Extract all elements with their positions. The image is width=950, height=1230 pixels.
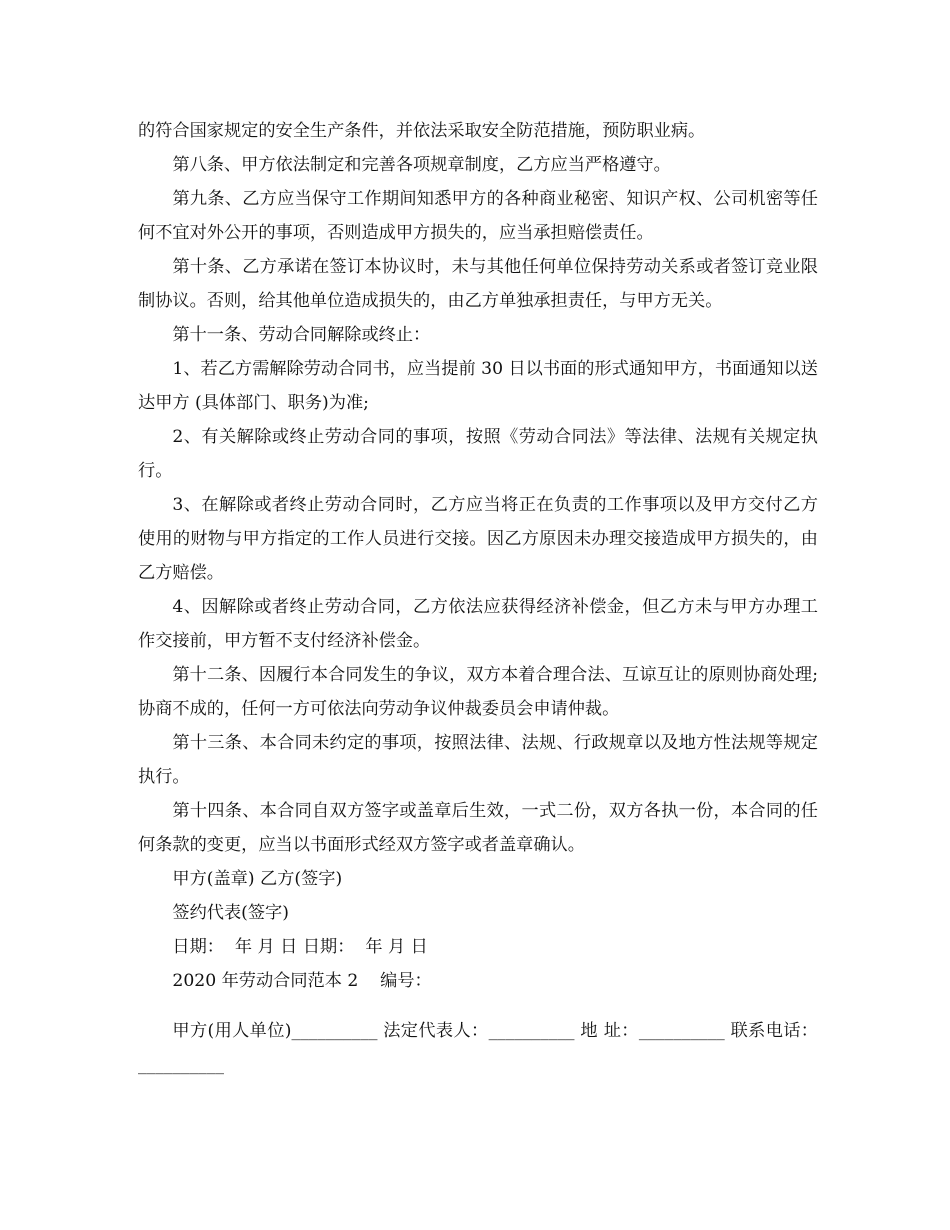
signature-representative: 签约代表(签字) — [172, 903, 289, 923]
signature-dates: 日期： 年 月 日 日期： 年 月 日 — [172, 937, 428, 957]
contract-template-title: 2020 年劳动合同范本 2 编号： — [172, 971, 432, 991]
article-14: 第十四条、本合同自双方签字或盖章后生效，一式二份，双方各执一份，本合同的任何条款的变更，应当以书面形式经双方签字或者盖章确认。 — [138, 801, 818, 855]
article-11-clause-3: 3、在解除或者终止劳动合同时，乙方应当将正在负责的工作事项以及甲方交付乙方使用的财物与甲方指定的工作人员进行交接。因乙方原因未办理交接造成甲方损失的，由乙方赔偿。 — [138, 495, 818, 583]
article-11-heading: 第十一条、劳动合同解除或终止： — [172, 325, 431, 345]
paragraph-continuation: 的符合国家规定的安全生产条件，并依法采取安全防范措施，预防职业病。 — [138, 121, 706, 141]
article-10: 第十条、乙方承诺在签订本协议时，未与其他任何单位保持劳动关系或者签订竞业限制协议。否则，给其他单位造成损失的，由乙方单独承担责任，与甲方无关。 — [138, 257, 818, 311]
article-9: 第九条、乙方应当保守工作期间知悉甲方的各种商业秘密、知识产权、公司机密等任何不宜对外公开的事项，否则造成甲方损失的，应当承担赔偿责任。 — [138, 189, 818, 243]
article-11-clause-2: 2、有关解除或终止劳动合同的事项，按照《劳动合同法》等法律、法规有关规定执行。 — [138, 427, 818, 481]
signature-parties: 甲方(盖章) 乙方(签字) — [172, 869, 343, 889]
article-12: 第十二条、因履行本合同发生的争议，双方本着合理合法、互谅互让的原则协商处理;协商不成的，任何一方可依法向劳动争议仲裁委员会申请仲裁。 — [138, 665, 818, 719]
article-13: 第十三条、本合同未约定的事项，按照法律、法规、行政规章以及地方性法规等规定执行。 — [138, 733, 818, 787]
article-11-clause-1: 1、若乙方需解除劳动合同书，应当提前 30 日以书面的形式通知甲方，书面通知以送达甲方 (具体部门、职务)为准; — [138, 359, 818, 413]
employer-info-line: 甲方(用人单位)__________ 法定代表人：__________ 地 址：__________ 联系电话：__________ — [138, 1021, 818, 1075]
article-8: 第八条、甲方依法制定和完善各项规章制度，乙方应当严格遵守。 — [172, 155, 671, 175]
article-11-clause-4: 4、因解除或者终止劳动合同，乙方依法应获得经济补偿金，但乙方未与甲方办理工作交接前，甲方暂不支付经济补偿金。 — [138, 597, 818, 651]
